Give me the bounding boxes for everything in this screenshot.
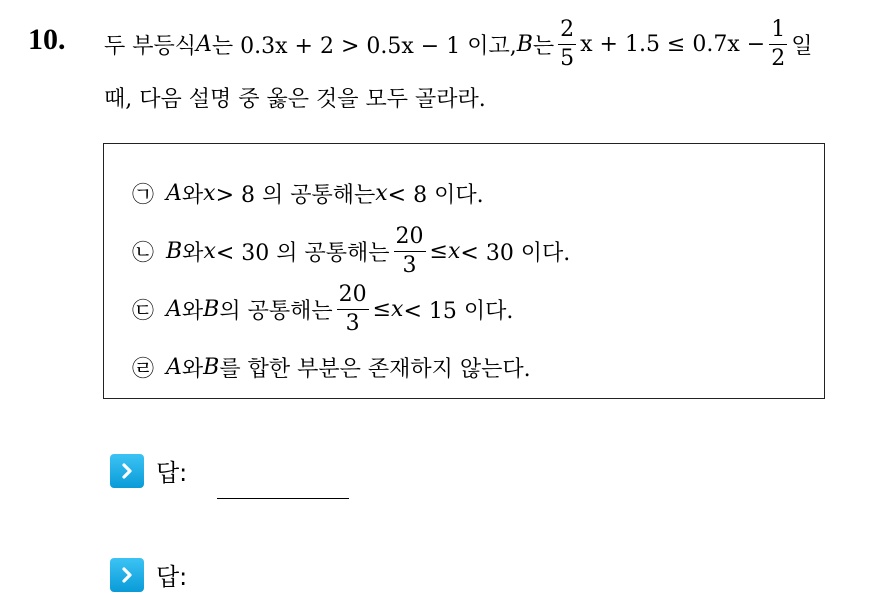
option-text: > 8 의 공통해는 [215, 183, 376, 208]
option-text: < 15 이다. [403, 299, 514, 324]
option-text: < 30 이다. [460, 241, 571, 266]
option-mark: ㉠ [132, 183, 155, 208]
fraction-two-fifths [558, 16, 576, 71]
question-text-line1 [104, 12, 812, 76]
chevron-right-icon [110, 454, 144, 488]
fraction-numerator: 20 [337, 284, 369, 310]
var-b: B [203, 355, 220, 380]
option-mark: ㉢ [132, 299, 155, 324]
option-text: 와 [181, 183, 204, 208]
text-prefix: 두 부등식 [104, 33, 197, 59]
option-mark: ㉣ [132, 357, 155, 382]
option-text: 와 [181, 357, 204, 382]
option-text: 와 [182, 241, 204, 266]
var-a: A [166, 355, 182, 380]
fraction-one-half [769, 16, 787, 71]
answer-label: 답: [156, 459, 188, 487]
option-text: < 30 의 공통해는 [215, 241, 390, 266]
var-x: x [203, 239, 216, 264]
answer-row-1 [110, 453, 349, 488]
question-text-line2: 때, 다음 설명 중 옳은 것을 모두 골라라. [104, 87, 486, 112]
var-b: B [516, 31, 533, 57]
option-3 [132, 284, 513, 335]
var-b: B [166, 239, 183, 264]
answer-label: 답: [156, 563, 188, 591]
option-text: 와 [181, 299, 204, 324]
fraction-numerator: 20 [394, 226, 426, 252]
option-text: ≤ [429, 239, 448, 264]
inequality-a: 는 0.3x + 2 > 0.5x − 1 이고, [211, 33, 517, 59]
option-text: ≤ [372, 297, 392, 322]
var-x: x [391, 297, 404, 322]
answer-blank[interactable] [217, 574, 349, 599]
option-4 [132, 352, 531, 383]
fraction-numerator: 2 [558, 19, 576, 45]
option-text: 의 공통해는 [219, 299, 333, 324]
inequality-b-mid: x + 1.5 ≤ 0.7x − [580, 31, 766, 57]
var-x: x [447, 239, 461, 264]
text-suffix: 일 [791, 33, 813, 59]
var-b: B [203, 297, 220, 322]
var-a: A [166, 181, 182, 206]
fraction-denominator: 2 [771, 45, 786, 71]
option-mark: ㉡ [132, 241, 155, 266]
option-1 [132, 178, 484, 209]
fraction-numerator: 1 [769, 19, 787, 45]
fraction-denominator: 3 [402, 253, 417, 278]
option-text: 를 합한 부분은 존재하지 않는다. [219, 357, 531, 382]
fraction-denominator: 3 [345, 311, 360, 336]
answer-row-2 [110, 557, 349, 592]
question-number: 10. [28, 23, 66, 56]
var-x: x [203, 181, 216, 206]
inequality-b-pre: 는 [532, 33, 555, 59]
option-text: < 8 이다. [387, 183, 484, 208]
var-x: x [375, 181, 388, 206]
answer-blank[interactable] [217, 470, 349, 499]
options-box [103, 143, 825, 399]
var-a: A [166, 297, 182, 322]
option-2 [132, 226, 570, 277]
chevron-right-icon [110, 558, 144, 592]
fraction-twenty-thirds [337, 284, 369, 335]
var-a: A [196, 31, 212, 57]
fraction-twenty-thirds [394, 226, 426, 277]
fraction-denominator: 5 [560, 45, 575, 71]
